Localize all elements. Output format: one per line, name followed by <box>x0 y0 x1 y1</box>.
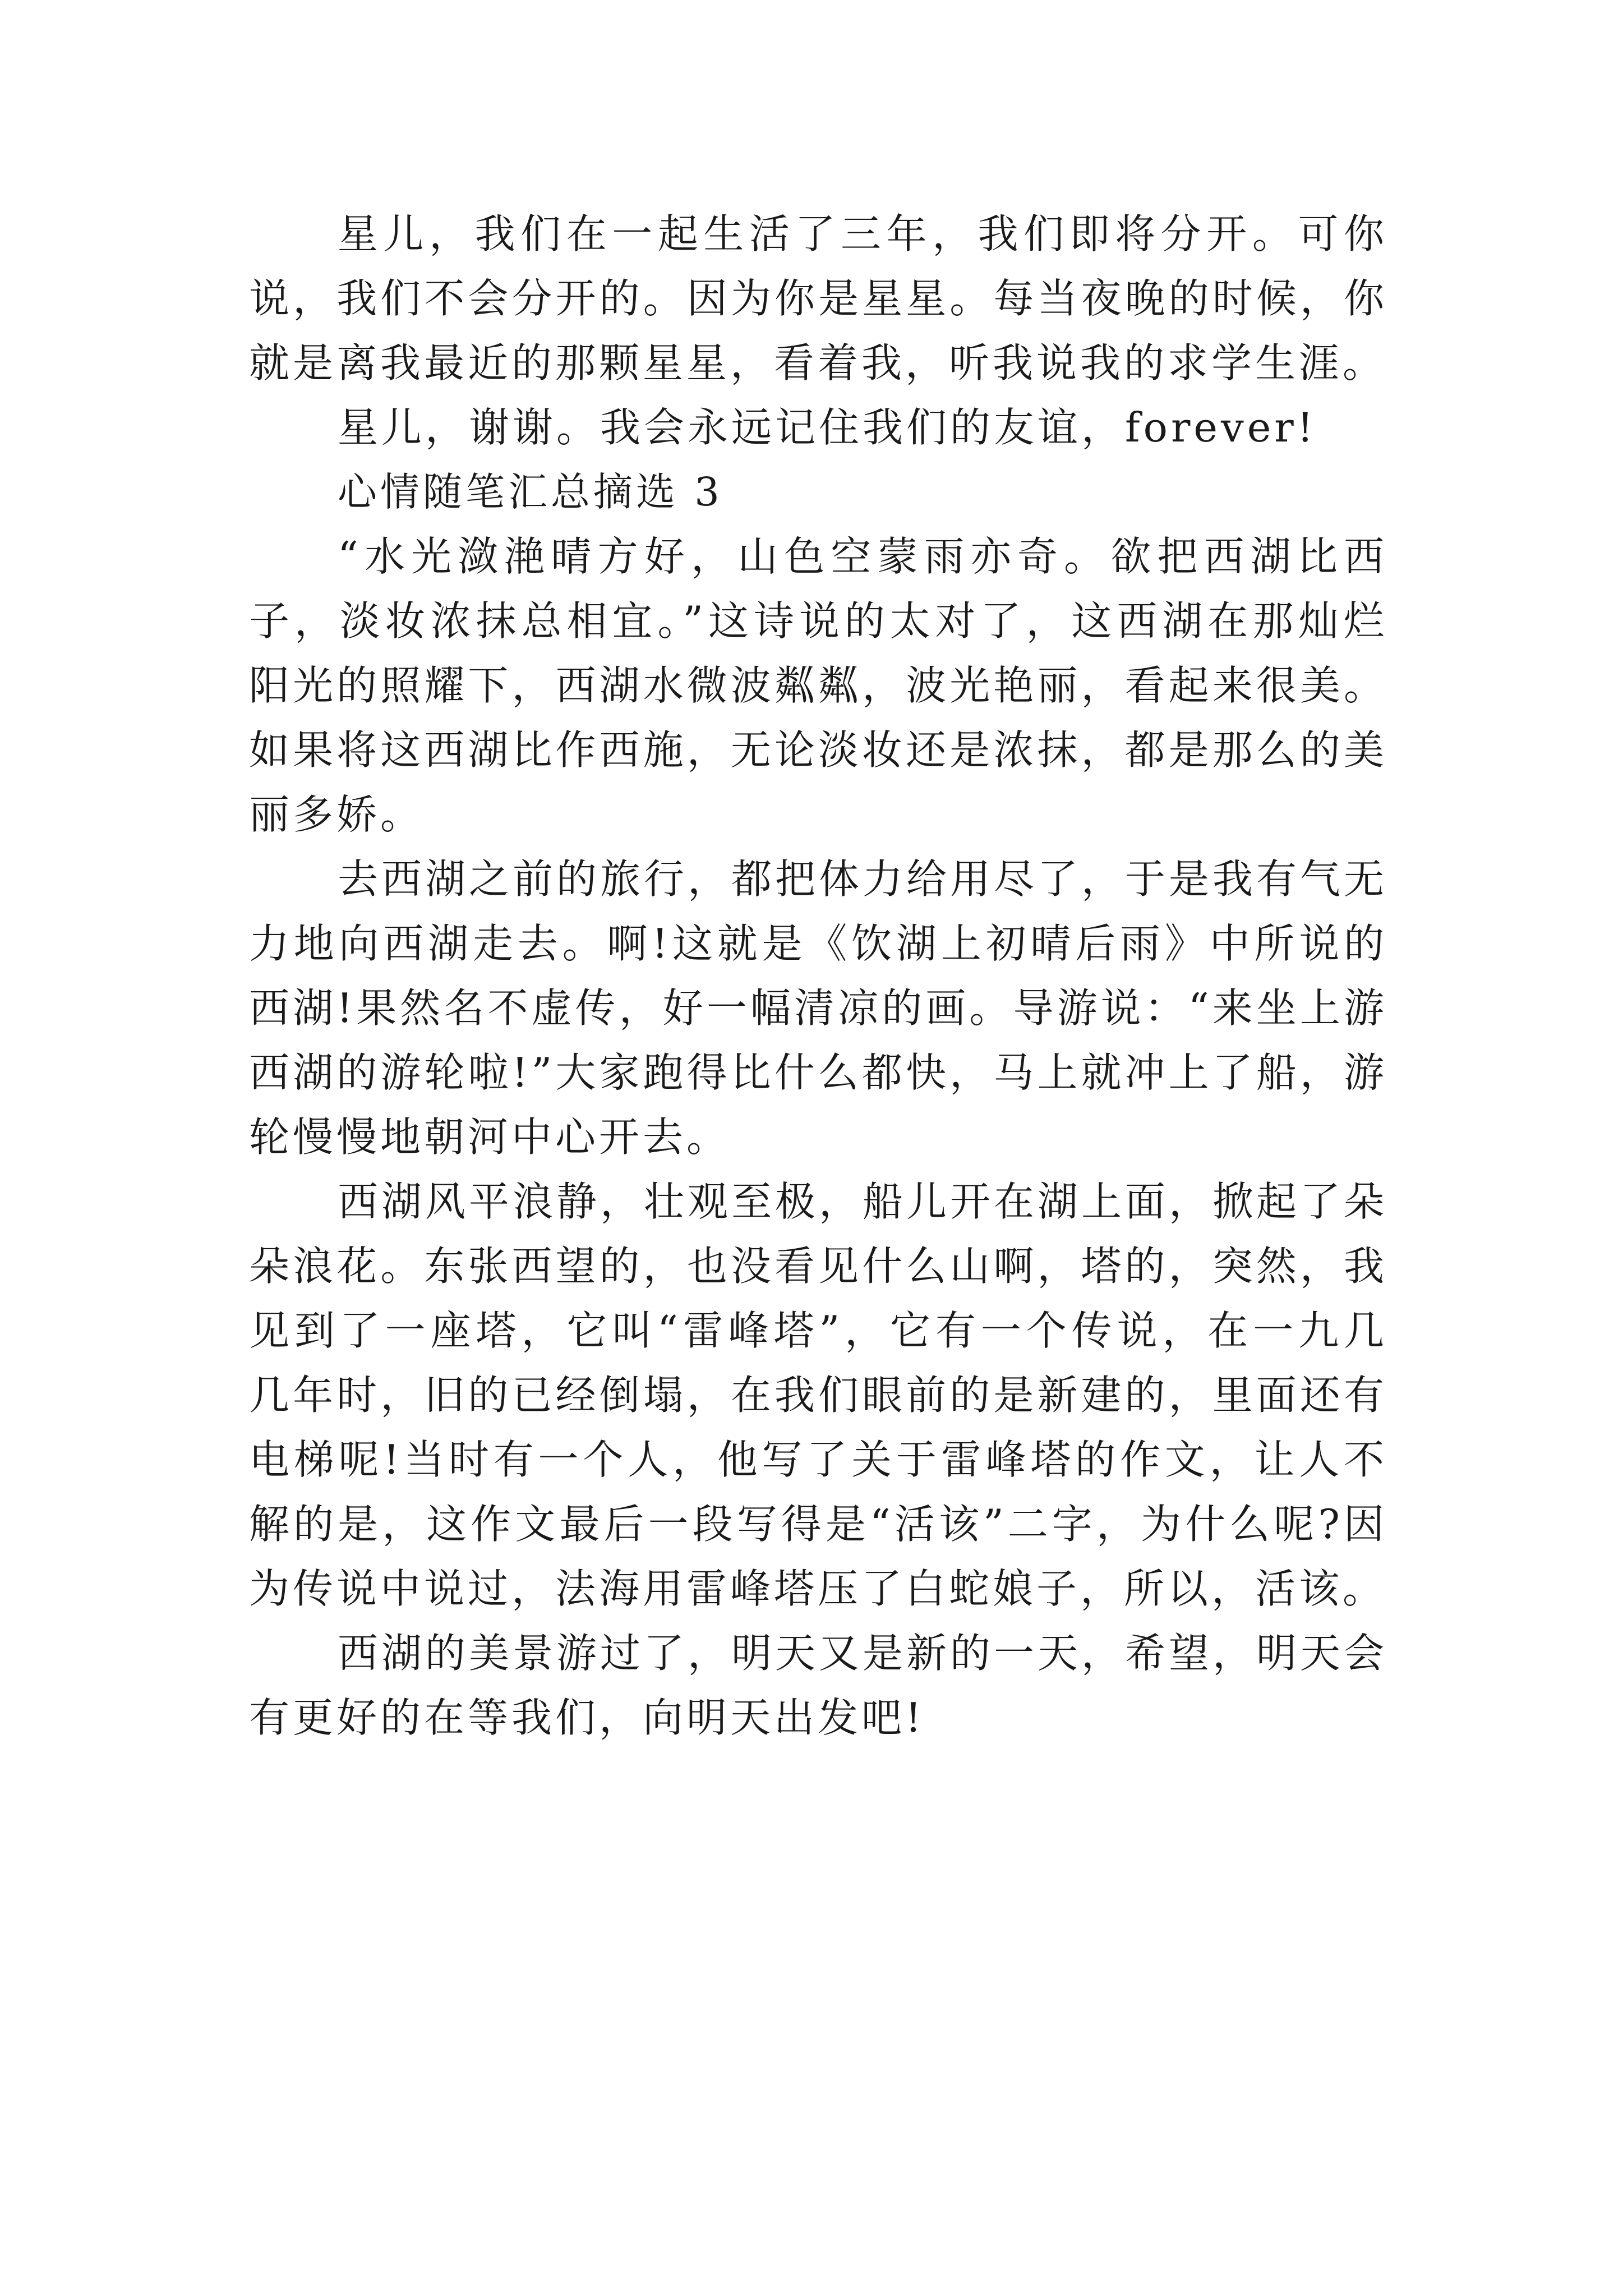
section-heading: 心情随笔汇总摘选 3 <box>338 469 723 515</box>
paragraph-leifeng-tower: 西湖风平浪静，壮观至极，船儿开在湖上面，掀起了朵朵浪花。东张西望的，也没看见什么山啊，塔的，突然，我见到了一座塔，它叫“雷峰塔”，它有一个传说，在一九几几年时，旧的已经倒塌，在我们眼前的是新建的，里面还有电梯呢!当时有一个人，他写了关于雷峰塔的作文，让人不解的是，这作文最后一段写得是“活该”二字，为什么呢?因为传说中说过，法海用雷峰塔压了白蛇娘子，所以，活该。 <box>249 1178 1388 1612</box>
paragraph-closing: 西湖的美景游过了，明天又是新的一天，希望，明天会有更好的在等我们，向明天出发吧! <box>249 1630 1388 1741</box>
paragraph-poem: “水光潋滟晴方好，山色空蒙雨亦奇。欲把西湖比西子，淡妆浓抹总相宜。”这诗说的太对了，这西湖在那灿烂阳光的照耀下，西湖水微波粼粼，波光艳丽，看起来很美。如果将这西湖比作西施，无论淡妆还是浓抹，都是那么的美丽多娇。 <box>249 533 1387 838</box>
body-text <box>249 202 1387 1750</box>
paragraph-farewell: 星儿，我们在一起生活了三年，我们即将分开。可你说，我们不会分开的。因为你是星星。每当夜晚的时候，你就是离我最近的那颗星星，看着我，听我说我的求学生涯。 <box>249 210 1387 386</box>
paragraph-trip: 去西湖之前的旅行，都把体力给用尽了，于是我有气无力地向西湖走去。啊!这就是《饮湖上初晴后雨》中所说的西湖!果然名不虚传，好一幅清凉的画。导游说：“来坐上游西湖的游轮啦!”大家跑得比什么都快，马上就冲上了船，游轮慢慢地朝河中心开去。 <box>249 855 1388 1161</box>
paragraph-thanks: 星儿，谢谢。我会永远记住我们的友谊，forever! <box>338 404 1317 451</box>
